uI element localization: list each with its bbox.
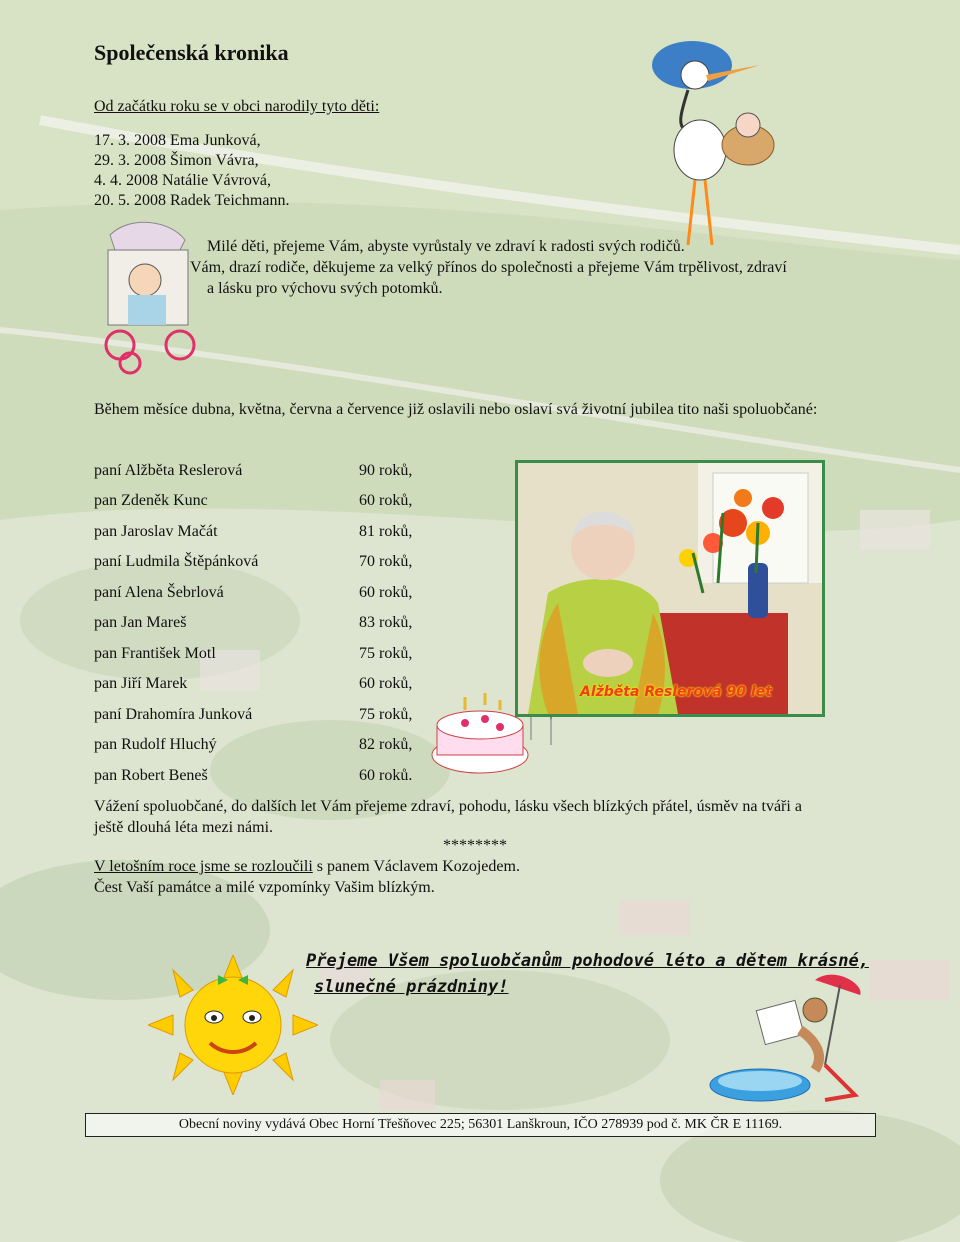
photo-caption: Alžběta Reslerová 90 let bbox=[580, 684, 772, 700]
summer-wish bbox=[306, 948, 886, 1000]
birth-entry: 4. 4. 2008 Natálie Vávrová, bbox=[94, 172, 271, 189]
final-wish: Vážení spoluobčané, do dalších let Vám přejeme zdraví, pohodu, lásku všech blízkých přátel, úsměv na tváři a ještě dlouhá léta mezi námi. bbox=[94, 798, 802, 836]
jubilee-age: 81 roků, bbox=[359, 523, 413, 540]
jubilee-age: 60 roků, bbox=[359, 584, 413, 601]
jubilee-name: paní Drahomíra Junková bbox=[94, 706, 253, 723]
baby-pram-illustration bbox=[90, 215, 205, 380]
jubilee-age: 83 roků, bbox=[359, 614, 413, 631]
jubilee-age: 75 roků, bbox=[359, 706, 413, 723]
wish-children: Milé děti, přejeme Vám, abyste vyrůstaly ve zdraví k radosti svých rodičů. bbox=[207, 238, 685, 255]
page-title: Společenská kronika bbox=[94, 40, 289, 65]
jubilee-name: pan Robert Beneš bbox=[94, 767, 208, 784]
jubilee-age: 60 roků. bbox=[359, 767, 413, 784]
birth-entry: 29. 3. 2008 Šimon Vávra, bbox=[94, 152, 259, 169]
honor-line: Čest Vaší památce a milé vzpomínky Vašim blízkým. bbox=[94, 879, 435, 896]
death-notice-underlined: V letošním roce jsme se rozloučili bbox=[94, 858, 313, 875]
jubilee-age: 90 roků, bbox=[359, 462, 413, 479]
birth-entry: 17. 3. 2008 Ema Junková, bbox=[94, 132, 261, 149]
births-intro: Od začátku roku se v obci narodily tyto děti: bbox=[94, 98, 380, 115]
jubilee-name: pan Rudolf Hluchý bbox=[94, 736, 217, 753]
summer-wish-line2: slunečné prázdniny! bbox=[314, 977, 509, 997]
jubilee-name: paní Ludmila Štěpánková bbox=[94, 553, 259, 570]
jubilee-age: 60 roků, bbox=[359, 492, 413, 509]
jubilee-name: pan Jaroslav Mačát bbox=[94, 523, 218, 540]
death-notice-rest: s panem Václavem Kozojedem. bbox=[312, 858, 520, 875]
summer-wish-line1: Přejeme Všem spoluobčanům pohodové léto a dětem krásné, bbox=[306, 951, 869, 971]
jubilee-name: paní Alena Šebrlová bbox=[94, 584, 224, 601]
death-notice bbox=[94, 857, 520, 877]
jubilee-name: pan Jan Mareš bbox=[94, 614, 187, 631]
jubilee-age: 60 roků, bbox=[359, 675, 413, 692]
birth-entry: 20. 5. 2008 Radek Teichmann. bbox=[94, 192, 290, 209]
jubilee-intro: Během měsíce dubna, května, června a července již oslavili nebo oslaví svá životní jubilea tito naši spoluobčané: bbox=[94, 401, 818, 418]
jubilee-name: paní Alžběta Reslerová bbox=[94, 462, 243, 479]
jubilee-age: 70 roků, bbox=[359, 553, 413, 570]
jubilant-photo-drawing bbox=[518, 463, 822, 714]
jubilee-age: 75 roků, bbox=[359, 645, 413, 662]
jubilee-name: pan Jiří Marek bbox=[94, 675, 188, 692]
jubilant-photo bbox=[515, 460, 825, 717]
publisher-footer: Obecní noviny vydává Obec Horní Třešňovec 225; 56301 Lanškroun, IČO 278939 pod č. MK ČR E 11169. bbox=[85, 1113, 876, 1137]
jubilee-age: 82 roků, bbox=[359, 736, 413, 753]
stork-with-baby-illustration bbox=[640, 35, 790, 250]
wish-parents-line1: Vám, drazí rodiče, děkujeme za velký přínos do společnosti a přejeme Vám trpělivost, zdraví bbox=[190, 259, 787, 276]
separator-stars: ******** bbox=[443, 837, 507, 854]
wish-parents-line2: a lásku pro výchovu svých potomků. bbox=[207, 280, 443, 297]
births-list bbox=[94, 131, 289, 211]
smiling-sun-illustration bbox=[148, 955, 318, 1095]
jubilee-name: pan Zdeněk Kunc bbox=[94, 492, 208, 509]
jubilee-name: pan František Motl bbox=[94, 645, 216, 662]
